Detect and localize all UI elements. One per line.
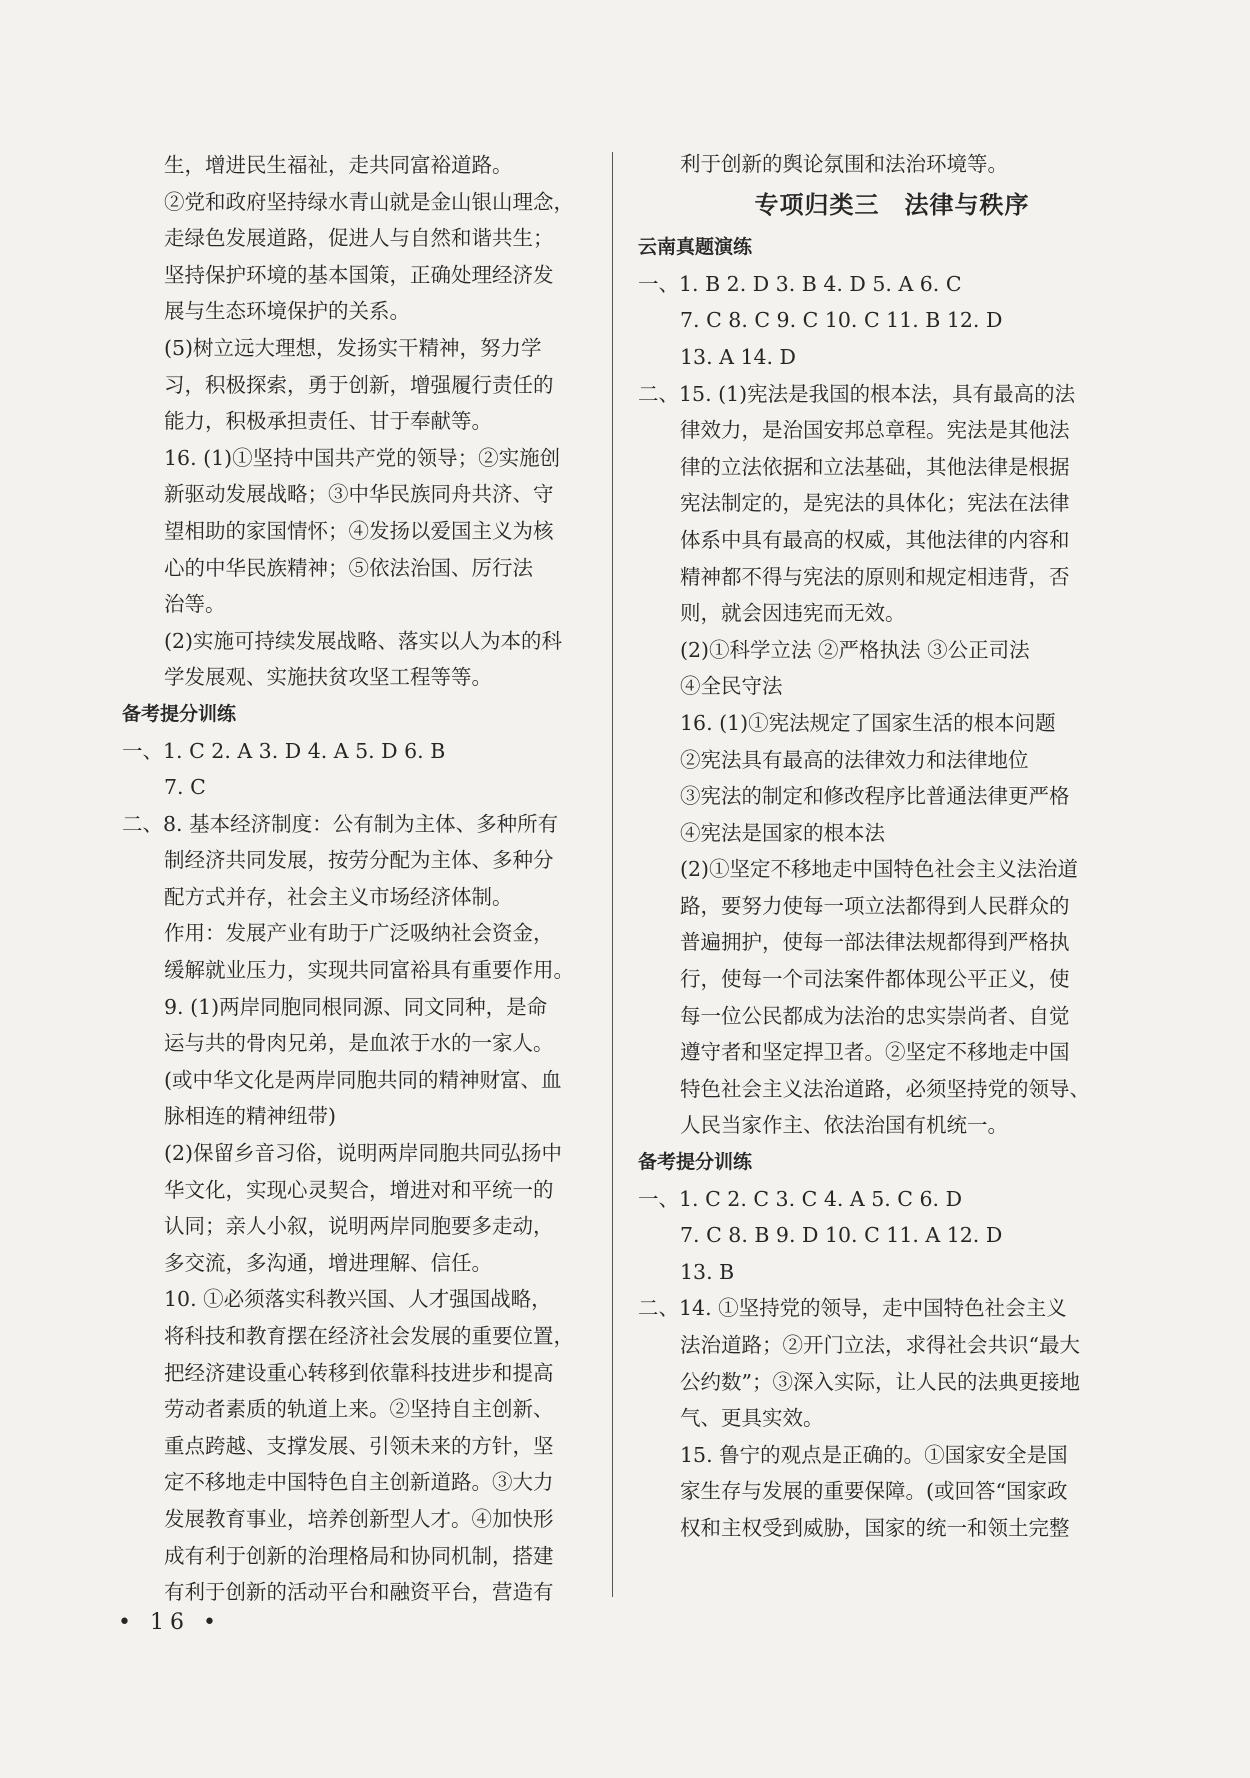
left-text-line: 望相助的家国情怀；④发扬以爱国主义为核 — [164, 518, 554, 543]
right-section-heading: 备考提分训练 — [638, 1151, 753, 1174]
left-text-line: 习，积极探索，勇于创新，增强履行责任的 — [164, 372, 554, 397]
left-text-line: (2)实施可持续发展战略、落实以人为本的科 — [164, 628, 563, 653]
right-text-line: (2)①科学立法 ②严格执法 ③公正司法 — [680, 637, 1030, 662]
left-text-line: 能力，积极承担责任、甘于奉献等。 — [164, 409, 492, 434]
right-text-line: 公约数”；③深入实际，让人民的法典更接地 — [680, 1369, 1080, 1394]
right-text-line: ③宪法的制定和修改程序比普通法律更严格 — [680, 784, 1070, 809]
right-text-line: 行，使每一个司法案件都体现公平正义，使 — [680, 967, 1070, 992]
right-text-line: 7. C 8. B 9. D 10. C 11. A 12. D — [680, 1223, 1003, 1248]
right-text-line: 宪法制定的，是宪法的具体化；宪法在法律 — [680, 491, 1070, 516]
left-text-line: 新驱动发展战略；③中华民族同舟共济、守 — [164, 482, 554, 507]
left-text-line: 9. (1)两岸同胞同根同源、同文同种，是命 — [164, 994, 548, 1019]
left-text-line: 作用：发展产业有助于广泛吸纳社会资金， — [164, 921, 554, 946]
left-text-line: 缓解就业压力，实现共同富裕具有重要作用。 — [164, 958, 574, 983]
left-text-line: 将科技和教育摆在经济社会发展的重要位置， — [164, 1324, 574, 1348]
left-text-line: 多交流，多沟通，增进理解、信任。 — [164, 1250, 492, 1275]
right-text-line: 法治道路；②开门立法，求得社会共识“最大 — [680, 1333, 1080, 1357]
left-text-line: (或中华文化是两岸同胞共同的精神财富、血 — [164, 1067, 562, 1092]
left-text-line: 脉相连的精神纽带) — [164, 1104, 336, 1129]
left-text-line: 生，增进民生福祉，走共同富裕道路。 — [164, 153, 513, 177]
right-text-line: ④全民守法 — [680, 674, 783, 699]
right-text-line: 精神都不得与宪法的原则和规定相违背，否 — [680, 564, 1070, 589]
left-text-line: 把经济建设重心转移到依靠科技进步和提高 — [164, 1360, 554, 1385]
page-number: • 16 • — [118, 1610, 222, 1635]
right-text-line: 气、更具实效。 — [680, 1406, 824, 1431]
left-text-line: 16. (1)①坚持中国共产党的领导；②实施创 — [164, 445, 561, 470]
left-column — [122, 147, 610, 1611]
right-text-line: 一、1. B 2. D 3. B 4. D 5. A 6. C — [638, 271, 962, 296]
right-text-line: 律的立法依据和立法基础，其他法律是根据 — [680, 454, 1070, 479]
right-text-line: ②宪法具有最高的法律效力和法律地位 — [680, 747, 1029, 772]
left-text-line: 7. C — [164, 775, 206, 800]
right-text-line: 13. A 14. D — [680, 344, 796, 369]
left-section-heading: 备考提分训练 — [122, 702, 237, 725]
right-chapter-title: 专项归类三 法律与秩序 — [754, 190, 1030, 219]
left-text-line: 认同；亲人小叙，说明两岸同胞要多走动， — [164, 1214, 554, 1239]
left-text-line: 劳动者素质的轨道上来。②坚持自主创新、 — [164, 1397, 554, 1422]
right-text-line: 路，要努力使每一项立法都得到人民群众的 — [680, 893, 1070, 918]
left-text-line: 重点跨越、支撑发展、引领未来的方针，坚 — [164, 1433, 554, 1458]
right-text-line: 二、15. (1)宪法是我国的根本法，具有最高的法 — [638, 381, 1076, 406]
right-text-line: 则，就会因违宪而无效。 — [680, 601, 906, 626]
right-text-line: 家生存与发展的重要保障。(或回答“国家政 — [680, 1479, 1068, 1504]
right-text-line: 二、14. ①坚持党的领导，走中国特色社会主义 — [638, 1296, 1067, 1321]
left-text-line: 治等。 — [164, 592, 226, 617]
left-text-line: (5)树立远大理想，发扬实干精神，努力学 — [164, 335, 542, 360]
left-text-line: 坚持保护环境的基本国策，正确处理经济发 — [164, 262, 554, 287]
left-text-line: 华文化，实现心灵契合，增进对和平统一的 — [164, 1177, 554, 1202]
left-text-line: 制经济共同发展，按劳分配为主体、多种分 — [164, 848, 554, 873]
left-text-line: 成有利于创新的治理格局和协同机制，搭建 — [164, 1543, 554, 1568]
left-text-line: 学发展观、实施扶贫攻坚工程等等。 — [164, 665, 492, 690]
left-text-line: 有利于创新的活动平台和融资平台，营造有 — [164, 1580, 554, 1605]
right-text-line: 7. C 8. C 9. C 10. C 11. B 12. D — [680, 308, 1003, 333]
left-text-line: 展与生态环境保护的关系。 — [164, 299, 410, 324]
right-text-line: 15. 鲁宁的观点是正确的。①国家安全是国 — [680, 1442, 1068, 1467]
left-text-line: 运与共的骨肉兄弟，是血浓于水的一家人。 — [164, 1031, 554, 1056]
left-text-line: 定不移地走中国特色自主创新道路。③大力 — [164, 1470, 554, 1495]
right-text-line: 遵守者和坚定捍卫者。②坚定不移地走中国 — [680, 1040, 1070, 1065]
right-text-line: 律效力，是治国安邦总章程。宪法是其他法 — [680, 418, 1070, 443]
right-text-line: 人民当家作主、依法治国有机统一。 — [680, 1113, 1008, 1138]
right-section-heading: 云南真题演练 — [638, 236, 753, 259]
right-text-line: 普遍拥护，使每一部法律法规都得到严格执 — [680, 930, 1070, 955]
right-text-line: ④宪法是国家的根本法 — [680, 820, 885, 845]
left-text-line: 走绿色发展道路，促进人与自然和谐共生； — [164, 226, 554, 251]
right-text-line: 利于创新的舆论氛围和法治环境等。 — [680, 152, 1008, 176]
right-text-line: 13. B — [680, 1259, 735, 1284]
left-text-line: (2)保留乡音习俗，说明两岸同胞共同弘扬中 — [164, 1141, 563, 1166]
left-text-line: 二、8. 基本经济制度：公有制为主体、多种所有 — [122, 811, 559, 836]
left-text-line: 发展教育事业，培养创新型人才。④加快形 — [164, 1506, 554, 1531]
left-text-line: 一、1. C 2. A 3. D 4. A 5. D 6. B — [122, 738, 446, 763]
left-text-line: 配方式并存，社会主义市场经济体制。 — [164, 884, 513, 909]
left-text-line: ②党和政府坚持绿水青山就是金山银山理念， — [164, 189, 574, 214]
left-text-line: 10. ①必须落实科教兴国、人才强国战略， — [164, 1287, 552, 1312]
right-text-line: 体系中具有最高的权威，其他法律的内容和 — [680, 527, 1070, 552]
right-text-line: 一、1. C 2. C 3. C 4. A 5. C 6. D — [638, 1186, 963, 1211]
right-text-line: 16. (1)①宪法规定了国家生活的根本问题 — [680, 710, 1056, 735]
column-divider — [612, 152, 613, 1597]
right-text-line: 每一位公民都成为法治的忠实崇尚者、自觉 — [680, 1003, 1070, 1028]
left-text-line: 心的中华民族精神；⑤依法治国、厉行法 — [164, 555, 533, 580]
right-text-line: (2)①坚定不移地走中国特色社会主义法治道 — [680, 857, 1079, 882]
right-text-line: 特色社会主义法治道路，必须坚持党的领导、 — [680, 1076, 1090, 1101]
right-column — [638, 146, 1126, 1547]
right-text-line: 权和主权受到威胁，国家的统一和领土完整 — [680, 1515, 1070, 1540]
